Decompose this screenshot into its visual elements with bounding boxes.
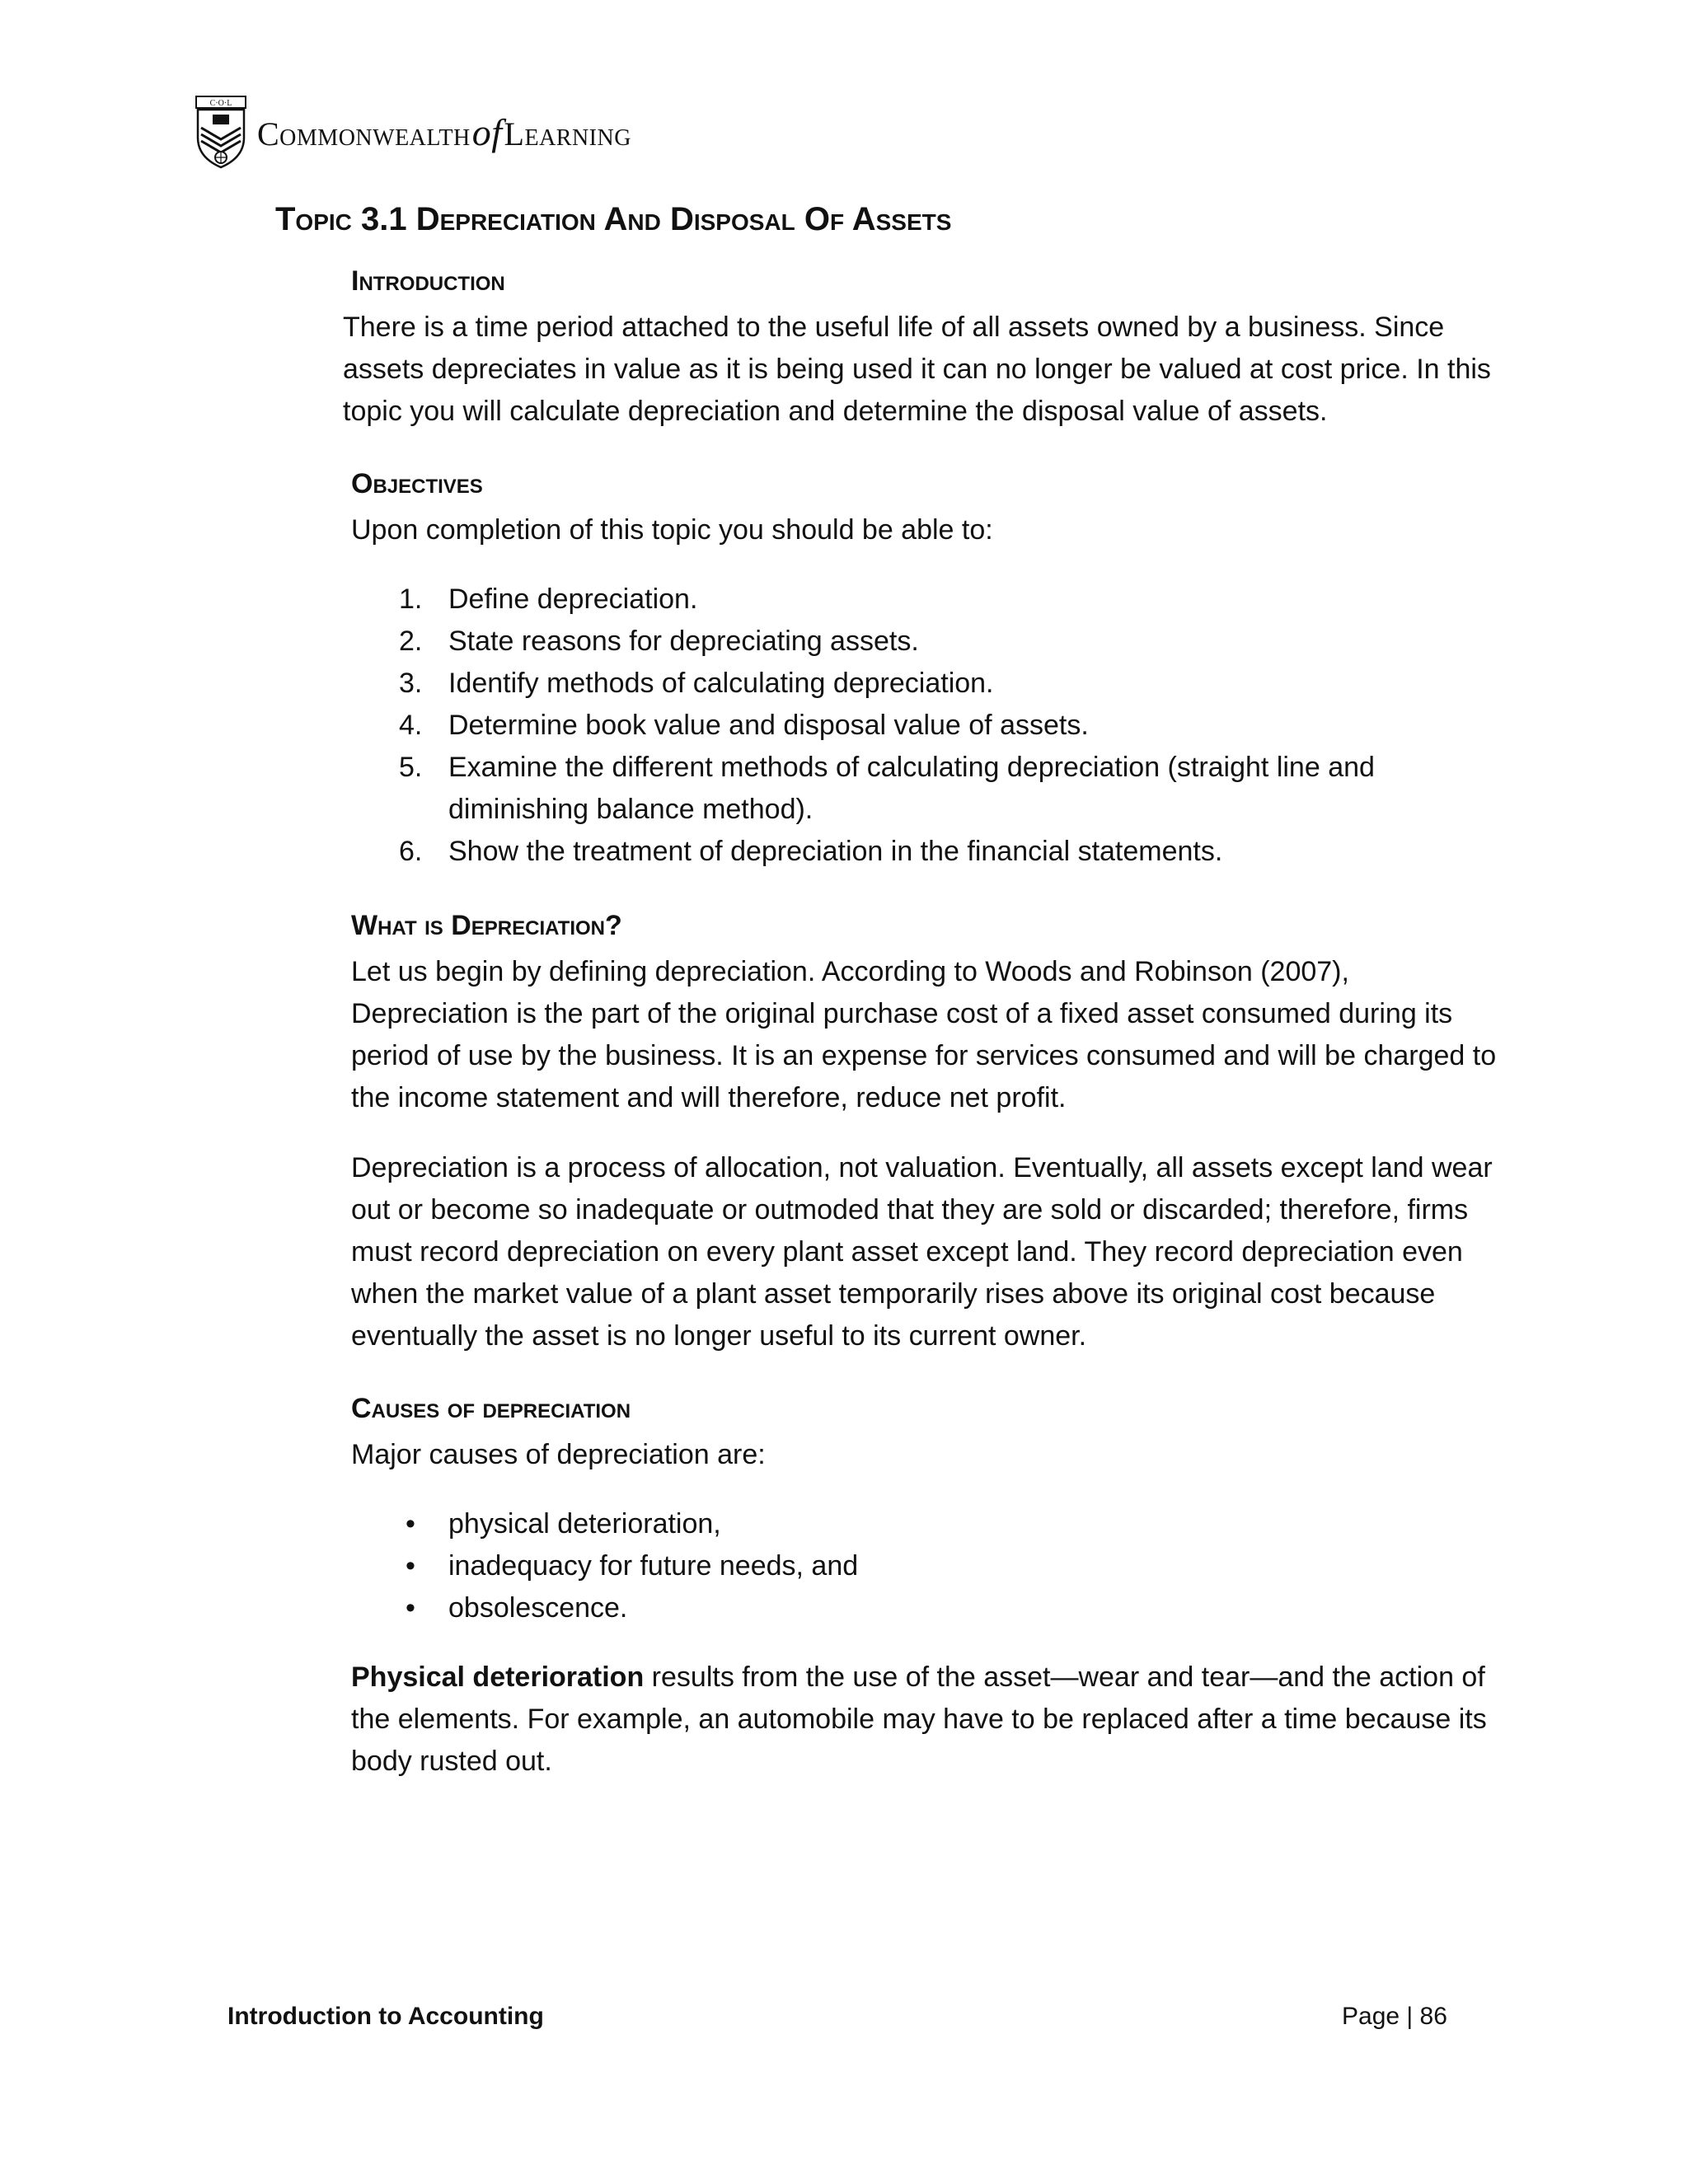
- list-item: 3. Identify methods of calculating depreciation.: [399, 668, 994, 699]
- logo-wordmark: [257, 110, 631, 154]
- list-item: 1. Define depreciation.: [399, 583, 698, 615]
- physical-deterioration-term: Physical deterioration: [351, 1661, 645, 1693]
- physical-deterioration-para: [351, 1657, 1505, 1783]
- footer-book-title: Introduction to Accounting: [227, 2003, 544, 2030]
- physical-deterioration-text: results from the use of the asset—wear and tear—and the action of the elements. For example, an automobile may have to be replaced after a time because its body rusted out.: [351, 1661, 1487, 1777]
- list-item: • physical deterioration,: [406, 1508, 721, 1540]
- introduction-text: There is a time period attached to the useful life of all assets owned by a business. Since assets depreciates in value as it is being used it can no longer be valued at cost price. In this topic you will calculate depreciation and determine the disposal value of assets.: [343, 312, 1491, 427]
- objectives-heading: Objectives: [351, 468, 483, 499]
- list-item: 5. Examine the different methods of calculating depreciation (straight line and diminishing balance method).: [399, 752, 1375, 825]
- causes-list: [399, 1503, 1437, 1629]
- logo-word-commonwealth: Commonwealth: [257, 115, 471, 152]
- logo-word-learning: Learning: [504, 115, 631, 152]
- causes-intro: Major causes of depreciation are:: [351, 1439, 766, 1470]
- what-is-depreciation-para-1: Let us begin by defining depreciation. According to Woods and Robinson (2007), Depreciation is the part of the original purchase cost of a fixed asset consumed during its period of use by the business. It is an expense for services consumed and will be charged to the income statement and will therefore, reduce net profit.: [351, 956, 1497, 1113]
- list-item: • inadequacy for future needs, and: [406, 1550, 859, 1582]
- footer-page-number: Page | 86: [1342, 2003, 1447, 2030]
- objectives-intro: Upon completion of this topic you should be able to:: [351, 514, 993, 546]
- list-item: 2. State reasons for depreciating assets.: [399, 626, 919, 657]
- col-logo: [195, 94, 631, 170]
- list-item: 4. Determine book value and disposal value of assets.: [399, 710, 1089, 741]
- objectives-list: [399, 579, 1446, 873]
- list-item: 6. Show the treatment of depreciation in the financial statements.: [399, 836, 1223, 867]
- col-shield-icon: [195, 95, 247, 169]
- what-is-depreciation-para-2: Depreciation is a process of allocation, not valuation. Eventually, all assets except land wear out or become so inadequate or outmoded that they are sold or discarded; therefore, firms must record depreciation on every plant asset except land. They record depreciation even when the market value of a plant asset temporarily rises above its original cost because eventually the asset is no longer useful to its current owner.: [351, 1152, 1493, 1352]
- list-item: • obsolescence.: [406, 1592, 628, 1624]
- introduction-heading: Introduction: [351, 265, 505, 297]
- topic-title: Topic 3.1 Depreciation And Disposal Of Assets: [275, 201, 952, 237]
- svg-text:C·O·L: C·O·L: [209, 99, 232, 108]
- causes-heading: Causes of depreciation: [351, 1393, 631, 1424]
- logo-word-of: of: [471, 110, 503, 153]
- what-is-depreciation-heading: What is Depreciation?: [351, 910, 622, 941]
